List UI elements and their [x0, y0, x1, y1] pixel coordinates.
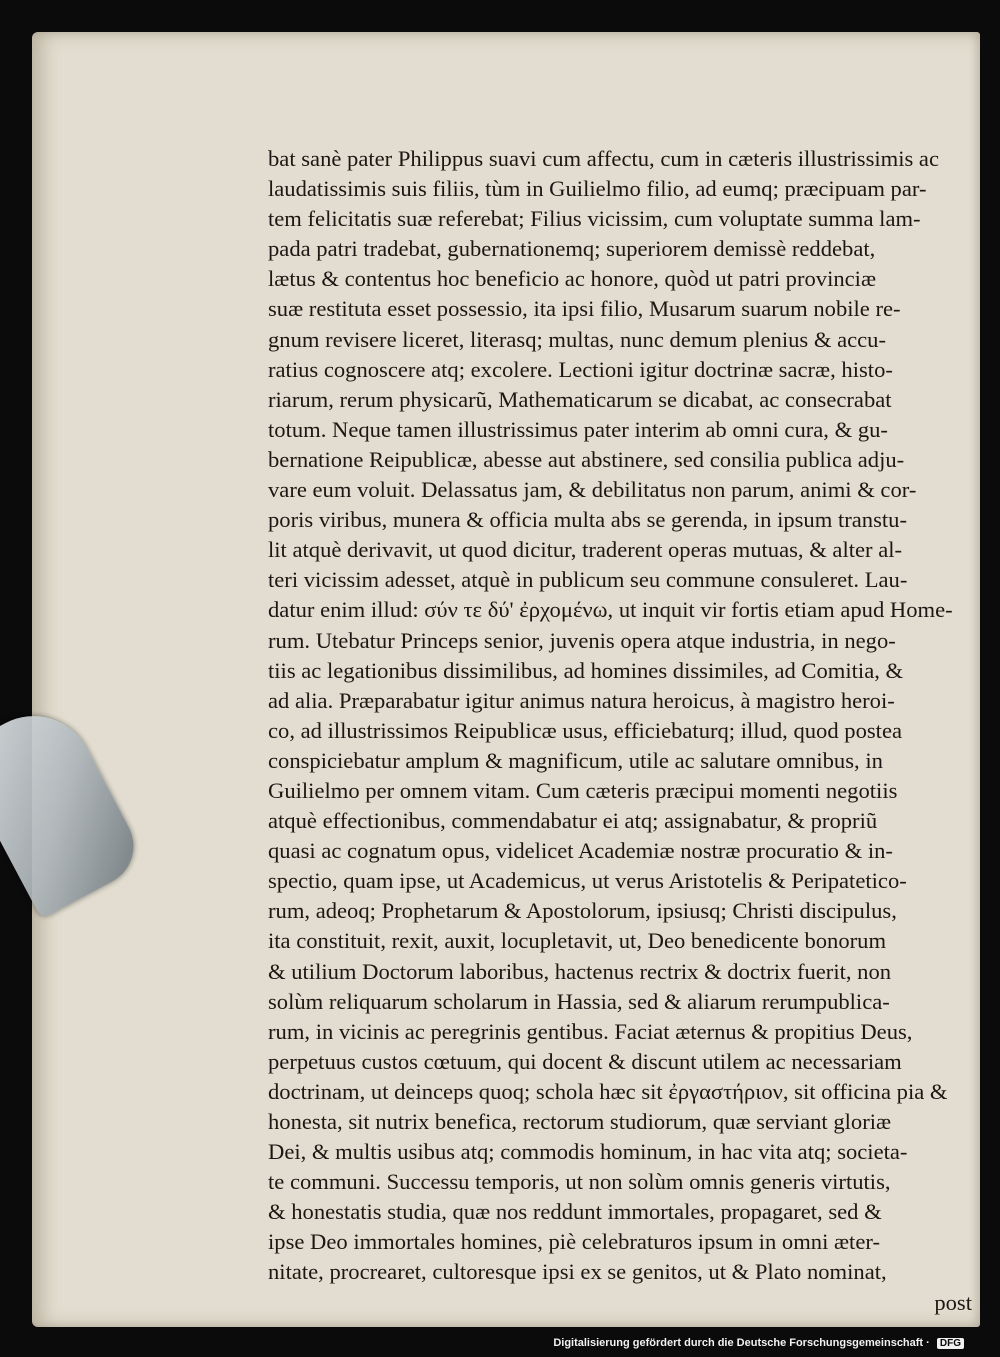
text-line: totum. Neque tamen illustrissimus pater interim ab omni cura, & gu- — [268, 416, 888, 442]
text-line: perpetuus custos cœtuum, qui docent & discunt utilem ac necessariam — [268, 1048, 902, 1074]
text-line: rum, in vicinis ac peregrinis gentibus. Faciat æternus & propitius Deus, — [268, 1018, 913, 1044]
text-line: Guilielmo per omnem vitam. Cum cæteris præcipui momenti negotiis — [268, 777, 898, 803]
text-line: ita constituit, rexit, auxit, locupletavit, ut, Deo benedicente bonorum — [268, 928, 887, 954]
text-line: ratius cognoscere atq; excolere. Lectioni igitur doctrinæ sacræ, histo- — [268, 356, 893, 382]
text-line: nitate, procrearet, cultoresque ipsi ex se genitos, ut & Plato nominat, — [268, 1259, 887, 1285]
book-page — [32, 32, 980, 1327]
text-line: te communi. Successu temporis, ut non solùm omnis generis virtutis, — [268, 1169, 891, 1195]
text-line: tiis ac legationibus dissimilibus, ad homines dissimiles, ad Comitia, & — [268, 657, 904, 683]
text-line: bernatione Reipublicæ, abesse aut abstinere, sed consilia publica adju- — [268, 446, 905, 472]
text-line: tem felicitatis suæ referebat; Filius vicissim, cum voluptate summa lam- — [268, 206, 921, 232]
text-line: quasi ac cognatum opus, videlicet Academiæ nostræ procuratio & in- — [268, 838, 893, 864]
text-line: bat sanè pater Philippus suavi cum affectu, cum in cæteris illustrissimis ac — [268, 146, 939, 171]
text-line: datur enim illud: σύν τε δύ' ἐρχομένω, ut inquit vir fortis etiam apud Home- — [268, 597, 953, 623]
text-line: vare eum voluit. Delassatus jam, & debilitatus non parum, animi & cor- — [268, 477, 917, 503]
text-line: poris viribus, munera & officia multa abs se gerenda, in ipsum transtu- — [268, 507, 907, 533]
text-line: riarum, rerum physicarũ, Mathematicarum se dicabat, ac consecrabat — [268, 386, 892, 412]
text-line: rum. Utebatur Princeps senior, juvenis opera atque industria, in nego- — [268, 627, 896, 653]
text-line: laudatissimis suis filiis, tùm in Guilielmo filio, ad eumq; præcipuam par- — [268, 176, 927, 202]
text-line: rum, adeoq; Prophetarum & Apostolorum, ipsiusq; Christi discipulus, — [268, 898, 897, 924]
text-line: suæ restituta esset possessio, ita ipsi filio, Musarum suarum nobile re- — [268, 296, 901, 322]
text-line: & utilium Doctorum laboribus, hactenus rectrix & doctrix fuerit, non — [268, 958, 892, 984]
text-line: pada patri tradebat, gubernationemq; superiorem demissè reddebat, — [268, 236, 876, 262]
text-line: ad alia. Præparabatur igitur animus natura heroicus, à magistro heroi- — [268, 687, 895, 713]
text-line: doctrinam, ut deinceps quoq; schola hæc sit ἐργαστήριον, sit officina pia & — [268, 1078, 948, 1104]
text-line: lit atquè derivavit, ut quod dicitur, traderent operas mutuas, & alter al- — [268, 537, 903, 563]
page-text — [268, 144, 986, 1318]
text-line: atquè effectionibus, commendabatur ei atq; assignabatur, & propriũ — [268, 808, 878, 834]
text-line: teri vicissim adesset, atquè in publicum seu commune consuleret. Lau- — [268, 567, 908, 593]
text-line: spectio, quam ipse, ut Academicus, ut verus Aristotelis & Peripatetico- — [268, 868, 907, 894]
text-line: honesta, sit nutrix benefica, rectorum studiorum, quæ serviant gloriæ — [268, 1109, 892, 1134]
footer-credit — [553, 1337, 964, 1349]
catchword: post — [934, 1289, 972, 1315]
text-line: Dei, & multis usibus atq; commodis hominum, in hac vita atq; societa- — [268, 1139, 908, 1165]
footer-text: Digitalisierung gefördert durch die Deutsche Forschungsgemeinschaft · — [553, 1337, 930, 1349]
text-line: & honestatis studia, quæ nos reddunt immortales, propagaret, sed & — [268, 1199, 882, 1225]
text-line: lætus & contentus hoc beneficio ac honore, quòd ut patri provinciæ — [268, 266, 877, 292]
text-line: gnum revisere liceret, literasq; multas, nunc demum plenius & accu- — [268, 326, 886, 352]
text-line: solùm reliquarum scholarum in Hassia, sed & aliarum rerumpublica- — [268, 988, 890, 1014]
dfg-logo: DFG — [937, 1338, 964, 1349]
text-line: co, ad illustrissimos Reipublicæ usus, efficiebaturq; illud, quod postea — [268, 717, 903, 743]
text-line: ipse Deo immortales homines, piè celebraturos ipsum in omni æter- — [268, 1229, 880, 1255]
text-line: conspiciebatur amplum & magnificum, utile ac salutare omnibus, in — [268, 747, 883, 773]
